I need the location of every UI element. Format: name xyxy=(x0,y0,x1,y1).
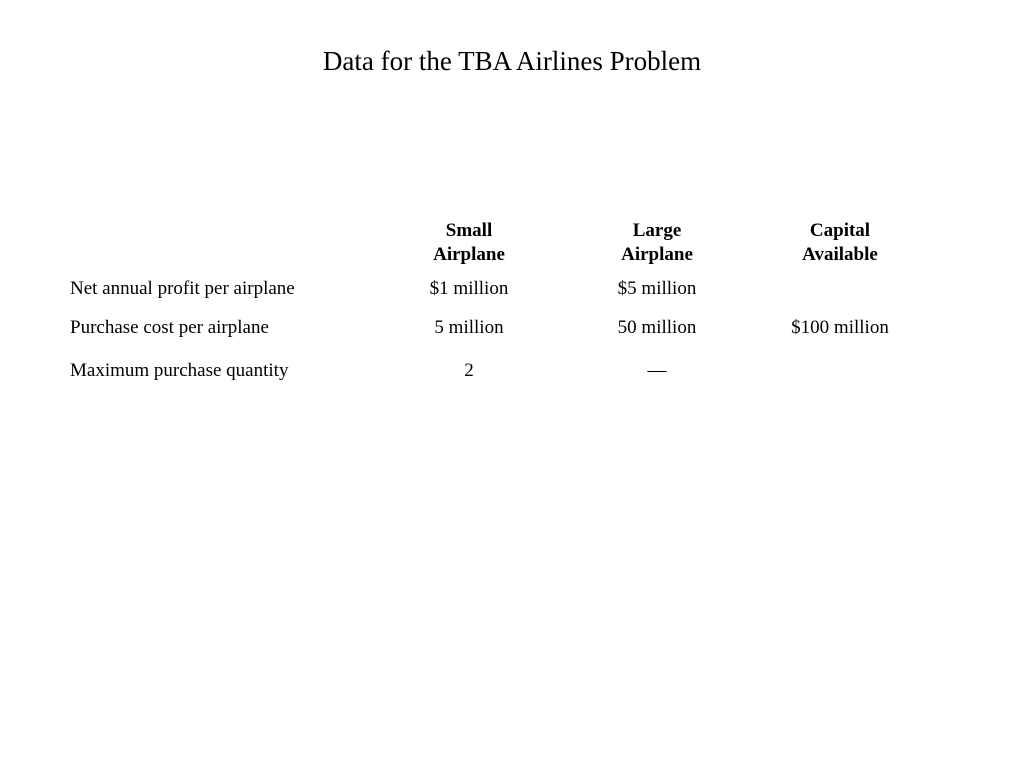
cell-profit-small: $1 million xyxy=(429,278,509,299)
cell-cost-small: 5 million xyxy=(434,317,504,338)
row-label-purchase-cost: Purchase cost per airplane xyxy=(70,317,269,338)
column-header-line: Large xyxy=(632,220,682,241)
cell-profit-large: $5 million xyxy=(617,278,697,299)
page-title: Data for the TBA Airlines Problem xyxy=(322,46,702,76)
cell-max-small: 2 xyxy=(464,360,474,381)
row-label-maximum-purchase-quantity: Maximum purchase quantity xyxy=(70,360,289,381)
cell-cost-large: 50 million xyxy=(617,317,697,338)
column-header-line: Small xyxy=(445,220,493,241)
column-header-large-airplane xyxy=(577,219,737,267)
row-label-net-annual-profit: Net annual profit per airplane xyxy=(70,278,295,299)
column-header-capital-available xyxy=(760,219,920,267)
column-header-small-airplane xyxy=(389,219,549,267)
cell-cost-capital: $100 million xyxy=(791,317,889,338)
column-header-line: Available xyxy=(802,244,878,265)
column-header-line: Capital xyxy=(809,220,871,241)
column-header-line: Airplane xyxy=(621,244,693,265)
cell-max-large: — xyxy=(647,360,667,381)
column-header-line: Airplane xyxy=(433,244,505,265)
